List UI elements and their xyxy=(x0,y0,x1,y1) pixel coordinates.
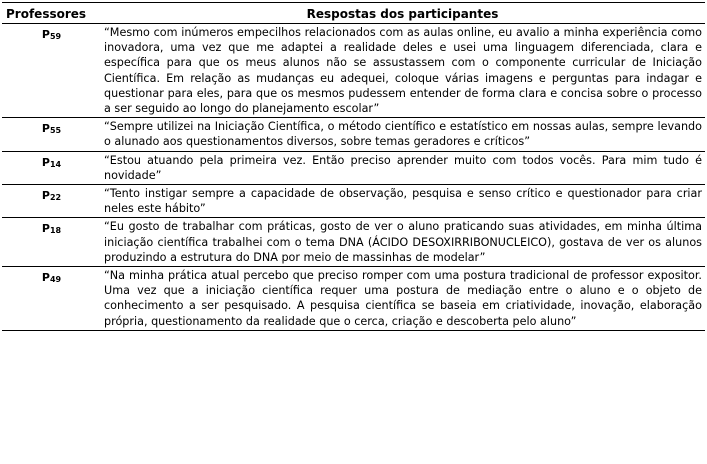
response-text: “Tento instigar sempre a capacidade de observação, pesquisa e senso crítico e questionador para criar neles este hábito” xyxy=(100,185,705,218)
professor-prefix: P xyxy=(41,189,50,203)
professor-id xyxy=(2,267,100,331)
responses-table xyxy=(2,2,705,331)
response-text: “Mesmo com inúmeros empecilhos relacionados com as aulas online, eu avalio a minha experiência como inovadora, uma vez que me adaptei a realidade deles e usei uma linguagem diferenciada, clara e específica para que os meus alunos não se assustassem com o componente curricular de Iniciação Científica. Em relação as mudanças eu adequei, coloque várias imagens e perguntas para indagar e questionar para eles, para que os mesmos pudessem entender de forma clara e concisa sobre o processo a ser seguido ao longo do planejamento escolar” xyxy=(100,24,705,118)
header-professores: Professores xyxy=(2,3,100,24)
professor-number: 55 xyxy=(49,126,62,136)
professor-prefix: P xyxy=(41,222,50,236)
professor-id xyxy=(2,151,100,184)
professor-number: 22 xyxy=(49,193,62,203)
professor-id xyxy=(2,218,100,267)
professor-number: 18 xyxy=(49,226,62,236)
header-row xyxy=(2,3,705,24)
table-row xyxy=(2,185,705,218)
professor-prefix: P xyxy=(41,271,50,285)
header-respostas: Respostas dos participantes xyxy=(100,3,705,24)
table-row xyxy=(2,118,705,151)
response-text: “Eu gosto de trabalhar com práticas, gosto de ver o aluno praticando suas atividades, em minha última iniciação científica trabalhei com o tema DNA (ÁCIDO DESOXIRRIBONUCLEICO), gostava de ver os alunos produzindo a estrutura do DNA por meio de massinhas de modelar” xyxy=(100,218,705,267)
professor-number: 49 xyxy=(49,275,62,285)
response-text: “Na minha prática atual percebo que preciso romper com uma postura tradicional de professor expositor. Uma vez que a iniciação científica requer uma postura de mediação entre o aluno e o objeto de conhecimento a ser pesquisado. A pesquisa científica se baseia em criatividade, inovação, elaboração própria, questionamento da realidade que o cerca, criação e descoberta pelo aluno” xyxy=(100,267,705,331)
response-text: “Sempre utilizei na Iniciação Científica, o método científico e estatístico em nossas aulas, sempre levando o alunado aos questionamentos diversos, sobre temas geradores e críticos” xyxy=(100,118,705,151)
table-row xyxy=(2,151,705,184)
table-row xyxy=(2,218,705,267)
professor-prefix: P xyxy=(41,155,50,169)
table-row xyxy=(2,267,705,331)
professor-id xyxy=(2,118,100,151)
professor-id xyxy=(2,185,100,218)
table-row xyxy=(2,24,705,118)
response-text: “Estou atuando pela primeira vez. Então preciso aprender muito com todos vocês. Para mim tudo é novidade” xyxy=(100,151,705,184)
professor-prefix: P xyxy=(41,28,50,41)
professor-number: 14 xyxy=(49,159,62,169)
professor-prefix: P xyxy=(41,122,50,136)
professor-number: 59 xyxy=(49,32,62,41)
professor-id xyxy=(2,24,100,118)
